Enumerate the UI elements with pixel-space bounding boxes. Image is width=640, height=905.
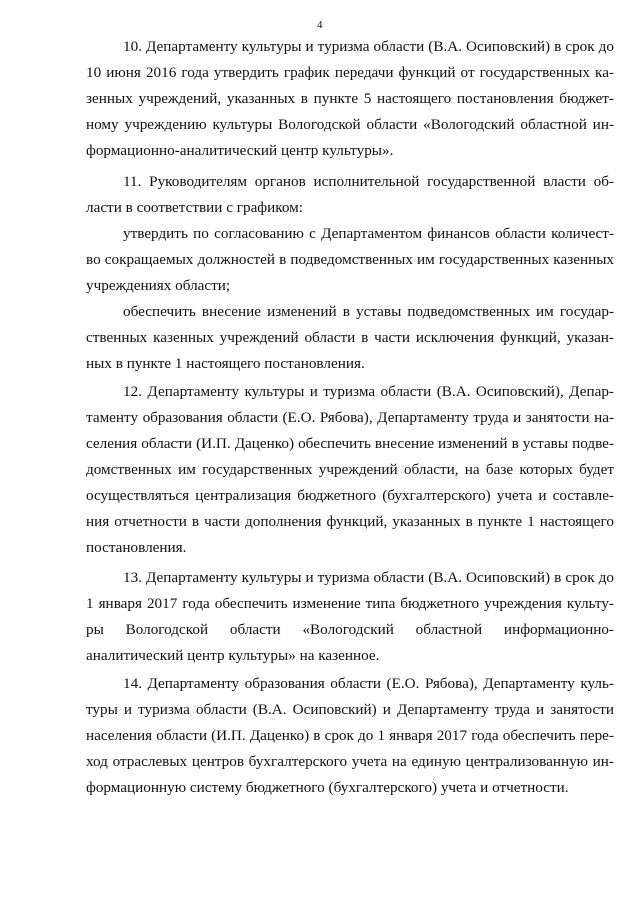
paragraph-12-line-6: ния отчетности в части дополнения функций, указанных в пункте 1 настоящего [86, 513, 614, 530]
paragraph-14-line-5: формационную систему бюджетного (бухгалтерского) учета и отчетности. [86, 779, 569, 796]
paragraph-10-line-4: ному учреждению культуры Вологодской области «Вологодский областной ин- [86, 116, 614, 133]
paragraph-14-line-1: 14. Департаменту образования области (Е.О. Рябова), Департаменту куль- [123, 675, 614, 692]
subparagraph-ensure-line-1: обеспечить внесение изменений в уставы подведомственных им государ- [123, 303, 614, 320]
paragraph-12-line-1: 12. Департаменту культуры и туризма области (В.А. Осиповский), Депар- [123, 383, 614, 400]
subparagraph-approve-line-3: учреждениях области; [86, 277, 231, 294]
paragraph-13-line-4: аналитический центр культуры» на казенное. [86, 647, 380, 664]
page-number: 4 [317, 19, 323, 31]
subparagraph-ensure-line-3: ных в пункте 1 настоящего постановления. [86, 355, 365, 372]
paragraph-11-line-2: ласти в соответствии с графиком: [86, 199, 304, 216]
paragraph-14-line-4: ход отраслевых центров бухгалтерского учета на единую централизованную ин- [86, 753, 614, 770]
paragraph-10-line-3: зенных учреждений, указанных в пункте 5 настоящего постановления бюджет- [86, 90, 614, 107]
paragraph-12-line-3: селения области (И.П. Даценко) обеспечить внесение изменений в уставы подве- [86, 435, 614, 452]
subparagraph-approve-line-2: во сокращаемых должностей в подведомственных им государственных казенных [86, 251, 614, 268]
subparagraph-approve-line-1: утвердить по согласованию с Департаментом финансов области количест- [123, 225, 614, 242]
paragraph-11-line-1: 11. Руководителям органов исполнительной государственной власти об- [123, 173, 614, 190]
paragraph-13-line-1: 13. Департаменту культуры и туризма области (В.А. Осиповский) в срок до [123, 569, 614, 586]
paragraph-12-line-7: постановления. [86, 539, 187, 556]
subparagraph-ensure-line-2: ственных казенных учреждений области в части исключения функций, указан- [86, 329, 614, 346]
paragraph-10-line-5: формационно-аналитический центр культуры». [86, 142, 394, 159]
paragraph-14-line-3: населения области (И.П. Даценко) в срок до 1 января 2017 года обеспечить пере- [86, 727, 614, 744]
paragraph-14-line-2: туры и туризма области (В.А. Осиповский) и Департаменту труда и занятости [86, 701, 614, 718]
paragraph-10-line-1: 10. Департаменту культуры и туризма области (В.А. Осиповский) в срок до [123, 38, 614, 55]
paragraph-12-line-4: домственных им государственных учреждений области, на базе которых будет [86, 461, 614, 478]
paragraph-12-line-2: таменту образования области (Е.О. Рябова), Департаменту труда и занятости на- [86, 409, 614, 426]
paragraph-10-line-2: 10 июня 2016 года утвердить график передачи функций от государственных ка- [86, 64, 614, 81]
paragraph-12-line-5: осуществляться централизация бюджетного (бухгалтерского) учета и составле- [86, 487, 614, 504]
paragraph-13-line-3: ры Вологодской области «Вологодский областной информационно- [86, 621, 614, 638]
paragraph-13-line-2: 1 января 2017 года обеспечить изменение типа бюджетного учреждения культу- [86, 595, 614, 612]
